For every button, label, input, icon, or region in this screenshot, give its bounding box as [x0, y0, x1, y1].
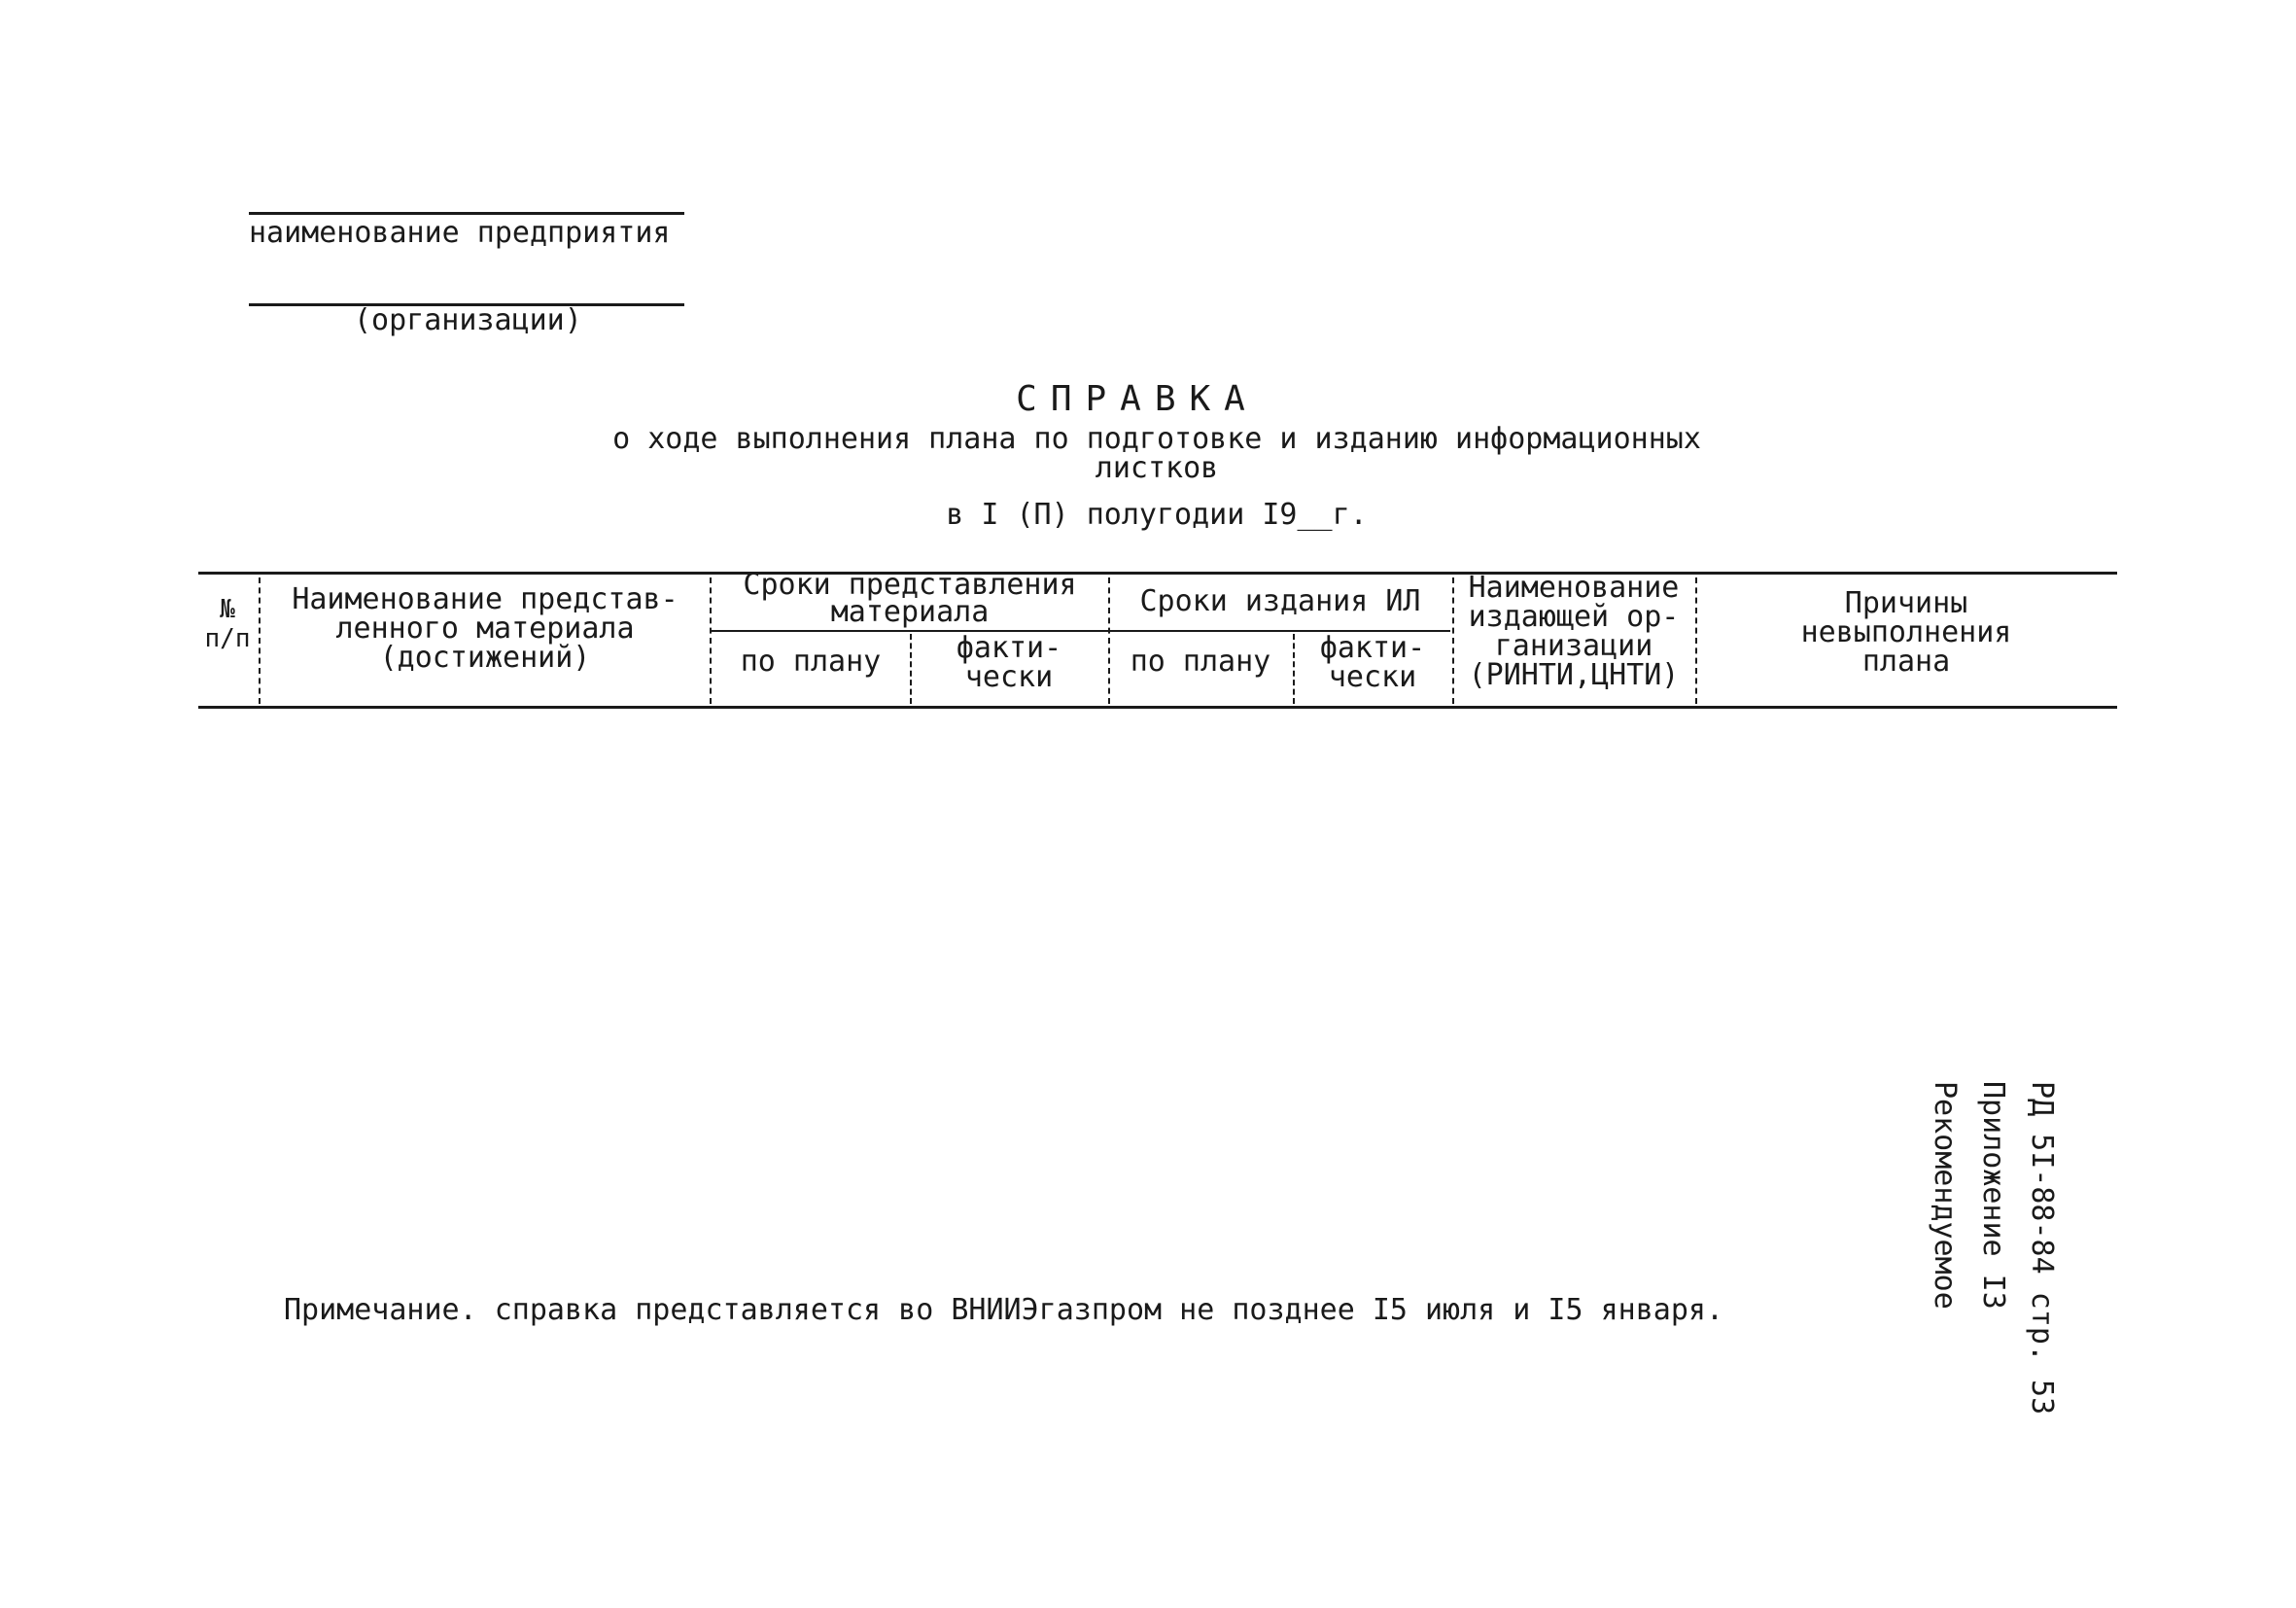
col-submit-header: Сроки представления материала	[743, 568, 1077, 629]
col-pub-fact: факти- чески	[1319, 631, 1426, 694]
col-submit-fact: факти- чески	[956, 631, 1062, 694]
side-appendix: Приложение I3	[1976, 1081, 2010, 1310]
side-recommended: Рекомендуемое	[1928, 1081, 1962, 1310]
org-name-caption: наименование предприятия	[249, 216, 671, 250]
col-pub-header: Сроки издания ИЛ	[1139, 584, 1421, 618]
col-org-header: Наименование издающей ор- ганизации (РИНТИ,ЦНТИ)	[1468, 571, 1680, 692]
document-subtitle-3: в I (П) полугодии I9__г.	[946, 498, 1368, 532]
col-reason-header: Причины невыполнения плана	[1800, 586, 2012, 679]
col-divider-1	[259, 577, 261, 704]
col-num-header: № п/п	[204, 595, 251, 653]
col-name-header: Наименование представ- ленного материала (достижений)	[292, 582, 678, 675]
document-subtitle-2: листков	[1095, 451, 1219, 485]
col-divider-2	[710, 577, 712, 704]
org-name-caption-2: (организации)	[354, 303, 582, 337]
footnote: Примечание. справка представляется во ВНИИЭгазпром не позднее I5 июля и I5 января.	[284, 1293, 1724, 1327]
document-title: СПРАВКА	[1016, 379, 1259, 419]
document-subtitle-1: о ходе выполнения плана по подготовке и изданию информационных	[612, 422, 1701, 456]
table-top-rule	[198, 572, 2117, 575]
side-doc-ref: РД 5I-88-84 стр. 53	[2025, 1081, 2059, 1416]
col-pub-plan: по плану	[1130, 645, 1271, 679]
org-name-line	[249, 212, 684, 215]
table-bottom-rule	[198, 706, 2117, 709]
col-submit-plan: по плану	[740, 645, 882, 679]
